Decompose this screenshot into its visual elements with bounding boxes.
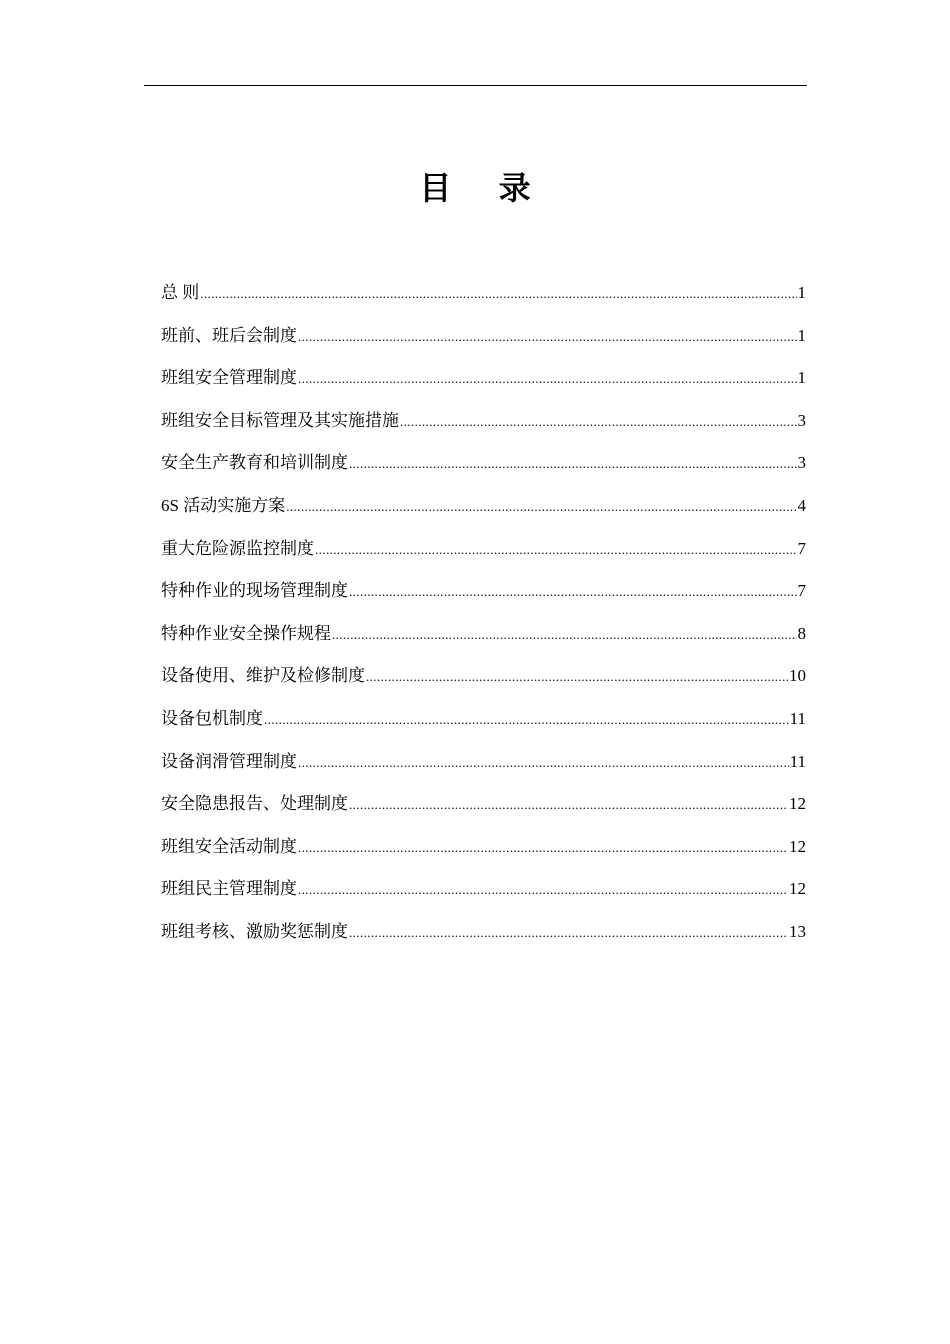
toc-entry-label: 班组民主管理制度: [161, 879, 297, 899]
toc-dot-leader: [366, 663, 788, 691]
toc-dot-leader: [200, 280, 796, 308]
toc-entry-label: 特种作业安全操作规程: [161, 623, 331, 643]
toc-entry[interactable]: [161, 918, 806, 961]
toc-entry[interactable]: [161, 535, 806, 578]
toc-dot-leader: [298, 749, 789, 777]
toc-dot-leader: [349, 791, 788, 819]
toc-entry-page-number: 1: [797, 368, 806, 388]
toc-dot-leader: [315, 536, 797, 564]
toc-entry-label: 设备包机制度: [161, 708, 263, 728]
toc-dot-leader: [332, 621, 797, 649]
toc-entry-page-number: 13: [789, 921, 806, 941]
toc-entry[interactable]: [161, 875, 806, 918]
toc-entry[interactable]: [161, 492, 806, 535]
toc-entry[interactable]: [161, 748, 806, 791]
toc-entry-page-number: 3: [797, 453, 806, 473]
toc-dot-leader: [400, 408, 797, 436]
toc-entry-page-number: 7: [797, 581, 806, 601]
toc-entry[interactable]: [161, 322, 806, 365]
toc-entry-label: 班组安全管理制度: [161, 368, 297, 388]
toc-entry-label: 班组考核、激励奖惩制度: [161, 921, 348, 941]
toc-entry[interactable]: [161, 705, 806, 748]
toc-dot-leader: [298, 876, 788, 904]
toc-entry[interactable]: [161, 620, 806, 663]
table-of-contents: [161, 279, 806, 961]
toc-entry-page-number: 12: [789, 794, 806, 814]
toc-entry[interactable]: [161, 662, 806, 705]
toc-dot-leader: [264, 706, 789, 734]
toc-entry-page-number: 10: [789, 666, 806, 686]
toc-entry-page-number: 12: [789, 836, 806, 856]
toc-entry-label: 6S 活动实施方案: [161, 495, 286, 515]
toc-entry-label: 班组安全目标管理及其实施措施: [161, 410, 399, 430]
toc-entry-page-number: 7: [797, 538, 806, 558]
toc-entry-page-number: 8: [797, 623, 806, 643]
toc-entry-label: 特种作业的现场管理制度: [161, 581, 348, 601]
toc-entry-page-number: 1: [797, 283, 806, 302]
toc-entry-label: 重大危险源监控制度: [161, 538, 314, 558]
page-title: 目 录: [419, 169, 549, 207]
toc-entry[interactable]: [161, 577, 806, 620]
toc-entry-label: 设备润滑管理制度: [161, 751, 297, 771]
toc-entry-label: 设备使用、维护及检修制度: [161, 666, 365, 686]
toc-entry-label: 班前、班后会制度: [161, 325, 297, 345]
toc-dot-leader: [349, 450, 797, 478]
toc-entry-label: 安全生产教育和培训制度: [161, 453, 348, 473]
toc-entry-page-number: 3: [797, 410, 806, 430]
toc-entry-label: 安全隐患报告、处理制度: [161, 794, 348, 814]
toc-dot-leader: [349, 578, 797, 606]
toc-entry-page-number: 1: [797, 325, 806, 345]
toc-dot-leader: [298, 323, 797, 351]
toc-entry[interactable]: [161, 364, 806, 407]
toc-entry-page-number: 11: [789, 708, 806, 728]
toc-entry-label: 总 则: [161, 283, 200, 302]
header-rule: [144, 85, 807, 86]
toc-dot-leader: [349, 919, 788, 947]
toc-entry[interactable]: [161, 407, 806, 450]
toc-entry[interactable]: [161, 449, 806, 492]
toc-dot-leader: [298, 834, 788, 862]
toc-dot-leader: [298, 365, 797, 393]
toc-entry[interactable]: [161, 790, 806, 833]
toc-entry[interactable]: [161, 279, 806, 322]
toc-entry-page-number: 4: [797, 495, 806, 515]
toc-entry-page-number: 12: [789, 879, 806, 899]
toc-entry[interactable]: [161, 833, 806, 876]
toc-dot-leader: [286, 493, 796, 521]
toc-entry-label: 班组安全活动制度: [161, 836, 297, 856]
toc-entry-page-number: 11: [789, 751, 806, 771]
